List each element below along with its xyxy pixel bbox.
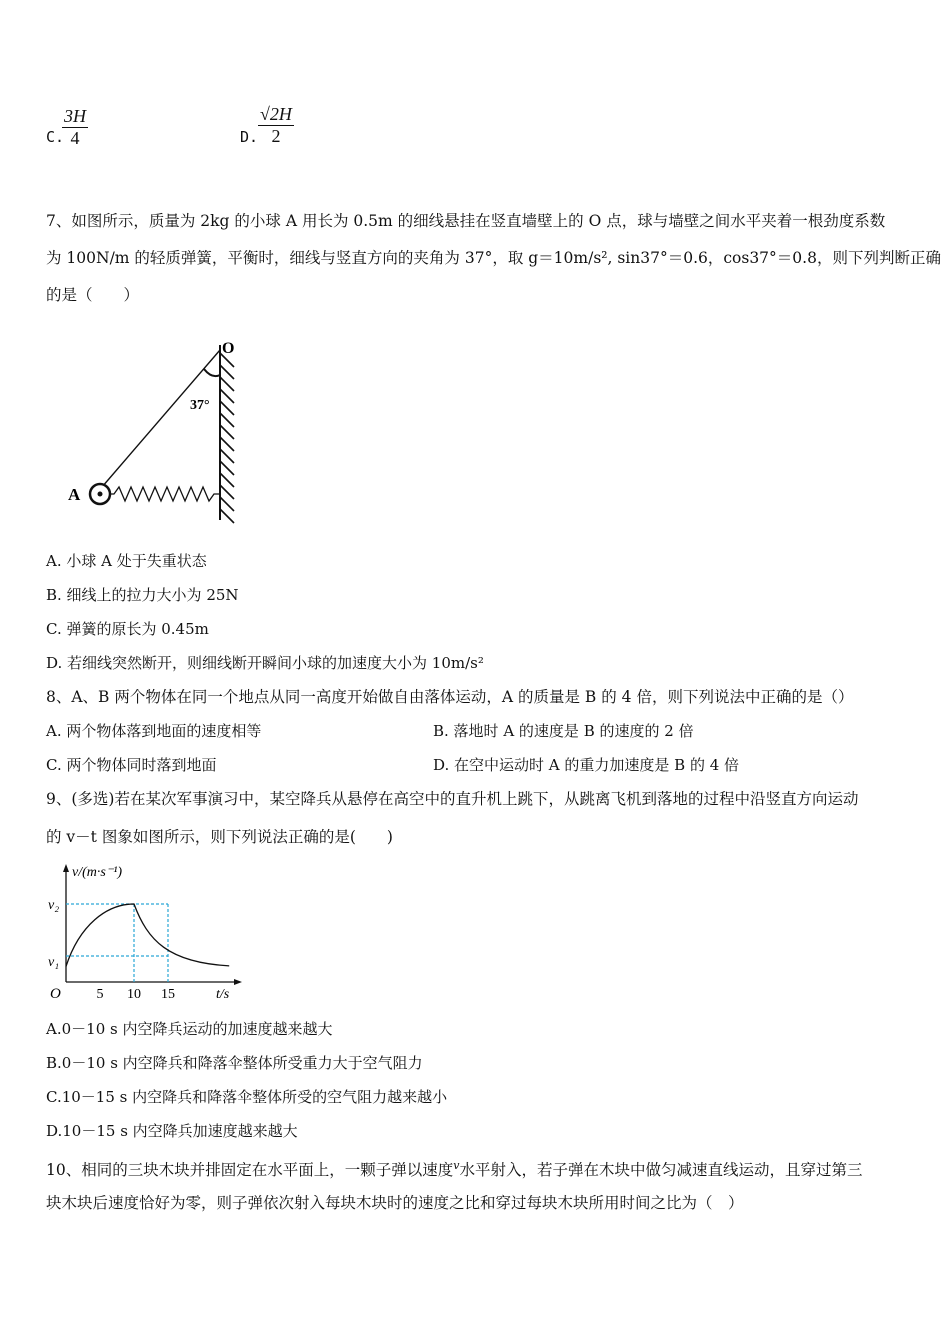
q6-option-c-label: C. [46, 128, 65, 146]
point-o-label: O [222, 340, 235, 357]
q7-stem-line-1: 7、如图所示，质量为 2kg 的小球 A 用长为 0.5m 的细线悬挂在竖直墙壁上的 O 点，球与墙壁之间水平夹着一根劲度系数 [46, 212, 886, 230]
spring [108, 487, 220, 501]
q7-stem-line-2: 为 100N/m 的轻质弹簧，平衡时，细线与竖直方向的夹角为 37°，取 g＝10m/s², sin37°＝0.6，cos37°＝0.8，则下列判断正确 [46, 249, 941, 267]
x-tick-label: 15 [161, 987, 175, 998]
q10-line1-part1: 10、相同的三块木块并排固定在水平面上，一颗子弹以速度 [46, 1161, 454, 1180]
q6-option-c-numerator: 3H [64, 106, 86, 126]
y-axis-arrow [63, 864, 69, 872]
q6-option-d-label: D. [240, 128, 259, 146]
q7-option-b: B. 细线上的拉力大小为 25N [46, 586, 239, 604]
ball-label: A [68, 485, 81, 504]
speed-curve [66, 904, 229, 966]
q8-stem: 8、A、B 两个物体在同一个地点从同一高度开始做自由落体运动，A 的质量是 B 的 4 倍，则下列说法中正确的是（） [46, 688, 854, 706]
q9-stem-line-1: 9、(多选)若在某次军事演习中，某空降兵从悬停在高空中的直升机上跳下，从跳离飞机到落地的过程中沿竖直方向运动 [46, 790, 859, 808]
q10-stem-line-2: 块木块后速度恰好为零，则子弹依次射入每块木块时的速度之比和穿过每块木块所用时间之比为（ ） [46, 1194, 744, 1212]
q9-option-a: A.0－10 s 内空降兵运动的加速度越来越大 [46, 1020, 333, 1038]
ball-center [98, 492, 103, 497]
q10-velocity-symbol: v [453, 1159, 460, 1172]
x-axis-arrow [234, 979, 242, 985]
origin-label: O [50, 986, 61, 998]
q9-stem-line-2: 的 v－t 图象如图所示，则下列说法正确的是( ) [46, 828, 393, 846]
q10-line1-part2: 水平射入，若子弹在木块中做匀减速直线运动，且穿过第三 [459, 1161, 863, 1180]
q8-option-c: C. 两个物体同时落到地面 [46, 756, 217, 774]
q6-option-c-denominator: 4 [70, 128, 80, 148]
q9-vt-chart [44, 858, 244, 998]
q6-option-d-fraction [258, 104, 294, 147]
q7-option-a: A. 小球 A 处于失重状态 [46, 552, 207, 570]
q6-option-c-fraction [62, 106, 88, 149]
q9-option-c: C.10－15 s 内空降兵和降落伞整体所受的空气阻力越来越小 [46, 1088, 448, 1106]
q10-stem-line-1 [46, 1156, 862, 1180]
q9-option-d: D.10－15 s 内空降兵加速度越来越大 [46, 1122, 298, 1140]
q8-option-d: D. 在空中运动时 A 的重力加速度是 B 的 4 倍 [433, 756, 740, 774]
x-tick-label: 10 [127, 987, 141, 998]
q8-option-a: A. 两个物体落到地面的速度相等 [46, 722, 262, 740]
wall-hatching [220, 353, 234, 523]
q7-stem-line-3: 的是（ ） [46, 286, 140, 304]
q8-option-b: B. 落地时 A 的速度是 B 的速度的 2 倍 [433, 722, 694, 740]
angle-arc [204, 369, 220, 376]
q7-option-d: D. 若细线突然断开，则细线断开瞬间小球的加速度大小为 10m/s² [46, 654, 484, 672]
q9-option-b: B.0－10 s 内空降兵和降落伞整体所受重力大于空气阻力 [46, 1054, 423, 1072]
q7-option-c: C. 弹簧的原长为 0.45m [46, 620, 209, 638]
q6-option-d-numerator: √2H [260, 104, 292, 124]
y-tick-label-v2: v₂ [48, 898, 60, 913]
x-axis-label: t/s [216, 987, 230, 998]
q6-option-d-denominator: 2 [271, 126, 281, 146]
q7-figure [60, 335, 250, 530]
angle-label: 37° [190, 398, 210, 413]
string-line [102, 350, 220, 487]
y-axis-label: v/(m·s⁻¹) [72, 865, 123, 880]
x-tick-label: 5 [96, 987, 104, 998]
y-tick-label-v1: v₁ [48, 955, 60, 970]
